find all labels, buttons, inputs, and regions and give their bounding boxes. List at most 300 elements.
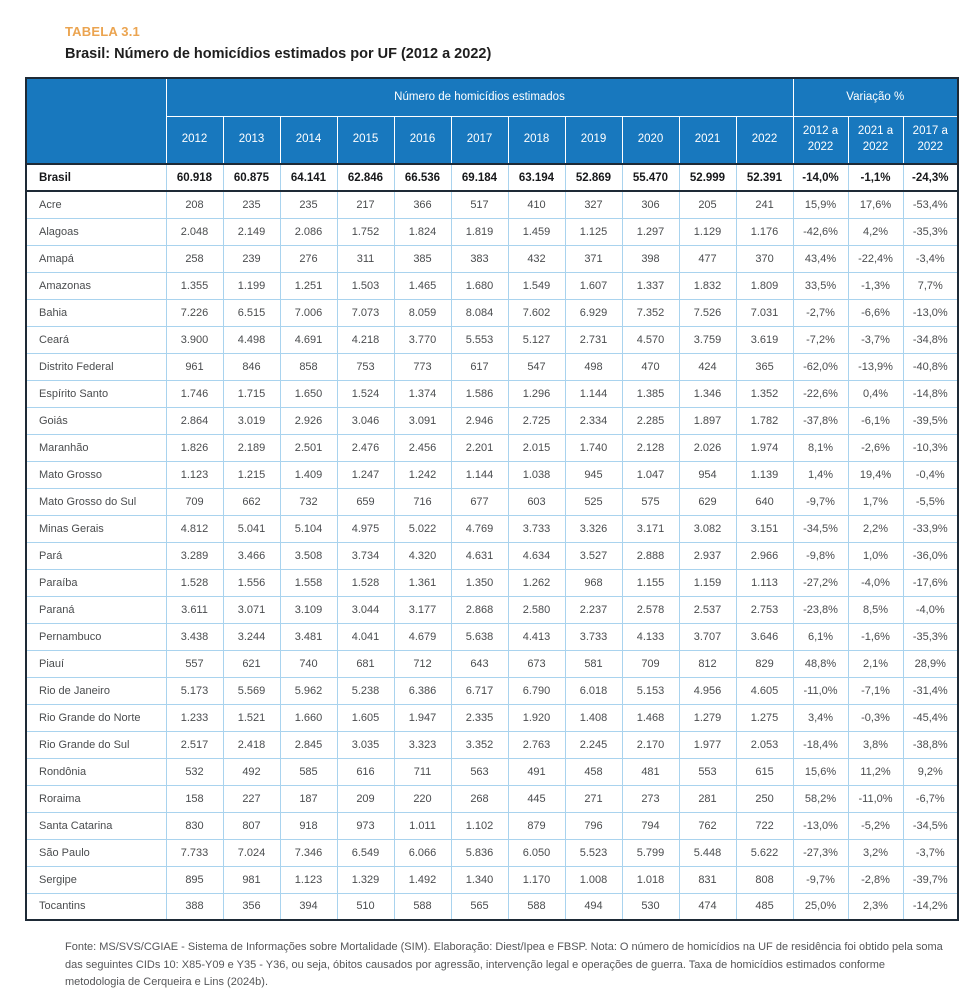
uf-name: Minas Gerais: [26, 515, 166, 542]
value-cell: 6.386: [394, 677, 451, 704]
value-cell: 1.832: [679, 272, 736, 299]
value-cell: 4.956: [679, 677, 736, 704]
value-cell: 1.521: [223, 704, 280, 731]
uf-name: Mato Grosso: [26, 461, 166, 488]
value-cell: 961: [166, 353, 223, 380]
value-cell: 629: [679, 488, 736, 515]
value-cell: 410: [508, 191, 565, 218]
variation-cell: -2,7%: [793, 299, 848, 326]
variation-cell: 7,7%: [903, 272, 958, 299]
value-cell: 659: [337, 488, 394, 515]
value-cell: 2.845: [280, 731, 337, 758]
value-cell: 1.740: [565, 434, 622, 461]
value-cell: 209: [337, 785, 394, 812]
uf-name: Sergipe: [26, 866, 166, 893]
variation-cell: 6,1%: [793, 623, 848, 650]
value-cell: 1.139: [736, 461, 793, 488]
value-cell: 1.242: [394, 461, 451, 488]
value-cell: 258: [166, 245, 223, 272]
variation-cell: 9,2%: [903, 758, 958, 785]
value-cell: 1.492: [394, 866, 451, 893]
variation-cell: -6,7%: [903, 785, 958, 812]
value-cell: 4.320: [394, 542, 451, 569]
value-cell: 2.456: [394, 434, 451, 461]
value-cell: 5.622: [736, 839, 793, 866]
value-cell: 4.631: [451, 542, 508, 569]
value-cell: 220: [394, 785, 451, 812]
value-cell: 239: [223, 245, 280, 272]
value-cell: 2.966: [736, 542, 793, 569]
value-cell: 547: [508, 353, 565, 380]
value-cell: 3.733: [565, 623, 622, 650]
value-cell: 2.053: [736, 731, 793, 758]
value-cell: 973: [337, 812, 394, 839]
value-cell: 7.352: [622, 299, 679, 326]
variation-cell: -22,6%: [793, 380, 848, 407]
column-header-year-2014: 2014: [280, 116, 337, 164]
table-row: [26, 434, 958, 461]
uf-name: Espírito Santo: [26, 380, 166, 407]
value-cell: 5.173: [166, 677, 223, 704]
value-cell: 7.031: [736, 299, 793, 326]
value-cell: 1.125: [565, 218, 622, 245]
value-cell: 445: [508, 785, 565, 812]
value-cell: 1.346: [679, 380, 736, 407]
value-cell: 8.059: [394, 299, 451, 326]
value-cell: 394: [280, 893, 337, 920]
value-cell: 5.104: [280, 515, 337, 542]
value-cell: 2.868: [451, 596, 508, 623]
value-cell: 2.753: [736, 596, 793, 623]
value-cell: 1.607: [565, 272, 622, 299]
uf-name: Paraná: [26, 596, 166, 623]
variation-cell: -4,0%: [848, 569, 903, 596]
variation-cell: 3,8%: [848, 731, 903, 758]
value-cell: 5.153: [622, 677, 679, 704]
value-cell: 3.619: [736, 326, 793, 353]
variation-cell: 1,0%: [848, 542, 903, 569]
value-cell: 6.066: [394, 839, 451, 866]
value-cell: 3.151: [736, 515, 793, 542]
value-cell: 709: [166, 488, 223, 515]
value-cell: 6.717: [451, 677, 508, 704]
value-cell: 2.580: [508, 596, 565, 623]
value-cell: 6.018: [565, 677, 622, 704]
value-cell: 2.285: [622, 407, 679, 434]
value-cell: 208: [166, 191, 223, 218]
value-cell: 1.008: [565, 866, 622, 893]
variation-cell: -37,8%: [793, 407, 848, 434]
variation-cell: 15,6%: [793, 758, 848, 785]
table-row: [26, 353, 958, 380]
footnote: Fonte: MS/SVS/CGIAE - Sistema de Informações sobre Mortalidade (SIM). Elaboração: Diest/Ipea e FBSP. Nota: O número de homicídios na UF de residência foi obtido pela soma das seguintes CIDs 10: X85-Y09 e Y35 - Y36, ou seja, óbitos causados por agressão, intervenção legal e operações de guerra. Taxa de homicídios estimados conforme metodologia de Cerqueira e Lins (2024b).: [65, 941, 943, 989]
variation-cell: -2,6%: [848, 434, 903, 461]
value-cell: 62.846: [337, 164, 394, 191]
value-cell: 1.468: [622, 704, 679, 731]
value-cell: 3.071: [223, 596, 280, 623]
value-cell: 1.605: [337, 704, 394, 731]
value-cell: 5.041: [223, 515, 280, 542]
variation-cell: -6,6%: [848, 299, 903, 326]
table-row: [26, 461, 958, 488]
variation-cell: 1,7%: [848, 488, 903, 515]
variation-cell: -0,3%: [848, 704, 903, 731]
value-cell: 5.569: [223, 677, 280, 704]
uf-name: Acre: [26, 191, 166, 218]
column-header-year-2021: 2021: [679, 116, 736, 164]
value-cell: 3.733: [508, 515, 565, 542]
table-row: [26, 866, 958, 893]
value-cell: 1.251: [280, 272, 337, 299]
value-cell: 2.578: [622, 596, 679, 623]
value-cell: 954: [679, 461, 736, 488]
value-cell: 1.018: [622, 866, 679, 893]
value-cell: 2.517: [166, 731, 223, 758]
variation-cell: 4,2%: [848, 218, 903, 245]
value-cell: 2.937: [679, 542, 736, 569]
column-header-variation-2: 2017 a 2022: [903, 116, 958, 164]
value-cell: 491: [508, 758, 565, 785]
value-cell: 1.503: [337, 272, 394, 299]
variation-cell: 33,5%: [793, 272, 848, 299]
value-cell: 1.123: [280, 866, 337, 893]
value-cell: 1.374: [394, 380, 451, 407]
value-cell: 1.715: [223, 380, 280, 407]
table-row: [26, 164, 958, 191]
value-cell: 1.650: [280, 380, 337, 407]
value-cell: 830: [166, 812, 223, 839]
value-cell: 356: [223, 893, 280, 920]
value-cell: 1.340: [451, 866, 508, 893]
value-cell: 621: [223, 650, 280, 677]
value-cell: 366: [394, 191, 451, 218]
value-cell: 1.038: [508, 461, 565, 488]
table-row: [26, 839, 958, 866]
value-cell: 5.962: [280, 677, 337, 704]
value-cell: 525: [565, 488, 622, 515]
variation-cell: -62,0%: [793, 353, 848, 380]
variation-cell: -13,0%: [793, 812, 848, 839]
value-cell: 662: [223, 488, 280, 515]
value-cell: 3.323: [394, 731, 451, 758]
value-cell: 640: [736, 488, 793, 515]
value-cell: 557: [166, 650, 223, 677]
value-cell: 1.586: [451, 380, 508, 407]
value-cell: 3.900: [166, 326, 223, 353]
variation-cell: 58,2%: [793, 785, 848, 812]
group-header-row: [26, 78, 958, 116]
variation-cell: -24,3%: [903, 164, 958, 191]
value-cell: 2.245: [565, 731, 622, 758]
variation-cell: 8,1%: [793, 434, 848, 461]
value-cell: 69.184: [451, 164, 508, 191]
value-cell: 52.999: [679, 164, 736, 191]
value-cell: 458: [565, 758, 622, 785]
value-cell: 1.361: [394, 569, 451, 596]
value-cell: 773: [394, 353, 451, 380]
value-cell: 1.297: [622, 218, 679, 245]
variation-cell: 3,2%: [848, 839, 903, 866]
value-cell: 66.536: [394, 164, 451, 191]
value-cell: 603: [508, 488, 565, 515]
variation-cell: 43,4%: [793, 245, 848, 272]
variation-cell: -3,4%: [903, 245, 958, 272]
value-cell: 879: [508, 812, 565, 839]
value-cell: 2.946: [451, 407, 508, 434]
value-cell: 7.073: [337, 299, 394, 326]
value-cell: 968: [565, 569, 622, 596]
column-header-variation-1: 2021 a 2022: [848, 116, 903, 164]
value-cell: 1.159: [679, 569, 736, 596]
value-cell: 5.836: [451, 839, 508, 866]
value-cell: 4.413: [508, 623, 565, 650]
uf-name: Goiás: [26, 407, 166, 434]
value-cell: 2.128: [622, 434, 679, 461]
variation-cell: -36,0%: [903, 542, 958, 569]
value-cell: 3.109: [280, 596, 337, 623]
homicides-by-uf-table: [25, 77, 959, 921]
variation-cell: 19,4%: [848, 461, 903, 488]
value-cell: 1.123: [166, 461, 223, 488]
value-cell: 2.335: [451, 704, 508, 731]
value-cell: 1.170: [508, 866, 565, 893]
value-cell: 2.201: [451, 434, 508, 461]
value-cell: 7.006: [280, 299, 337, 326]
value-cell: 432: [508, 245, 565, 272]
value-cell: 327: [565, 191, 622, 218]
value-cell: 740: [280, 650, 337, 677]
value-cell: 5.127: [508, 326, 565, 353]
column-header-year-2012: 2012: [166, 116, 223, 164]
table-row: [26, 515, 958, 542]
value-cell: 588: [394, 893, 451, 920]
variation-cell: -22,4%: [848, 245, 903, 272]
value-cell: 1.465: [394, 272, 451, 299]
value-cell: 8.084: [451, 299, 508, 326]
variation-cell: -39,7%: [903, 866, 958, 893]
table-row: [26, 218, 958, 245]
value-cell: 1.974: [736, 434, 793, 461]
value-cell: 4.769: [451, 515, 508, 542]
value-cell: 1.102: [451, 812, 508, 839]
value-cell: 4.133: [622, 623, 679, 650]
variation-cell: -35,3%: [903, 623, 958, 650]
value-cell: 6.515: [223, 299, 280, 326]
value-cell: 60.875: [223, 164, 280, 191]
variation-cell: -11,0%: [848, 785, 903, 812]
value-cell: 7.526: [679, 299, 736, 326]
value-cell: 753: [337, 353, 394, 380]
value-cell: 1.199: [223, 272, 280, 299]
value-cell: 6.929: [565, 299, 622, 326]
value-cell: 3.091: [394, 407, 451, 434]
value-cell: 945: [565, 461, 622, 488]
value-cell: 1.746: [166, 380, 223, 407]
variation-cell: 3,4%: [793, 704, 848, 731]
value-cell: 7.602: [508, 299, 565, 326]
value-cell: 530: [622, 893, 679, 920]
variation-cell: 15,9%: [793, 191, 848, 218]
value-cell: 2.086: [280, 218, 337, 245]
variation-cell: -38,8%: [903, 731, 958, 758]
column-header-year-2013: 2013: [223, 116, 280, 164]
value-cell: 3.289: [166, 542, 223, 569]
value-cell: 1.409: [280, 461, 337, 488]
column-header-year-2019: 2019: [565, 116, 622, 164]
value-cell: 794: [622, 812, 679, 839]
value-cell: 3.244: [223, 623, 280, 650]
value-cell: 616: [337, 758, 394, 785]
variation-cell: -27,3%: [793, 839, 848, 866]
value-cell: 1.296: [508, 380, 565, 407]
table-row: [26, 785, 958, 812]
value-cell: 615: [736, 758, 793, 785]
value-cell: 2.026: [679, 434, 736, 461]
value-cell: 1.144: [451, 461, 508, 488]
table-row: [26, 326, 958, 353]
value-cell: 7.024: [223, 839, 280, 866]
variation-cell: -9,7%: [793, 866, 848, 893]
value-cell: 60.918: [166, 164, 223, 191]
value-cell: 1.660: [280, 704, 337, 731]
value-cell: 2.418: [223, 731, 280, 758]
value-cell: 565: [451, 893, 508, 920]
variation-cell: -39,5%: [903, 407, 958, 434]
value-cell: 1.279: [679, 704, 736, 731]
value-cell: 158: [166, 785, 223, 812]
value-cell: 2.170: [622, 731, 679, 758]
value-cell: 1.337: [622, 272, 679, 299]
uf-name: Distrito Federal: [26, 353, 166, 380]
value-cell: 711: [394, 758, 451, 785]
value-cell: 918: [280, 812, 337, 839]
value-cell: 7.346: [280, 839, 337, 866]
value-cell: 2.763: [508, 731, 565, 758]
variation-cell: -23,8%: [793, 596, 848, 623]
value-cell: 1.350: [451, 569, 508, 596]
variation-cell: -9,8%: [793, 542, 848, 569]
value-cell: 1.233: [166, 704, 223, 731]
variation-cell: -33,9%: [903, 515, 958, 542]
value-cell: 1.176: [736, 218, 793, 245]
value-cell: 2.731: [565, 326, 622, 353]
variation-cell: -34,5%: [793, 515, 848, 542]
value-cell: 3.082: [679, 515, 736, 542]
value-cell: 2.864: [166, 407, 223, 434]
value-cell: 385: [394, 245, 451, 272]
value-cell: 2.015: [508, 434, 565, 461]
value-cell: 3.734: [337, 542, 394, 569]
group-header-variation: Variação %: [793, 78, 958, 116]
value-cell: 3.177: [394, 596, 451, 623]
value-cell: 268: [451, 785, 508, 812]
uf-name: Rio Grande do Sul: [26, 731, 166, 758]
variation-cell: -40,8%: [903, 353, 958, 380]
value-cell: 5.448: [679, 839, 736, 866]
value-cell: 7.226: [166, 299, 223, 326]
variation-cell: -14,8%: [903, 380, 958, 407]
table-row: [26, 380, 958, 407]
value-cell: 722: [736, 812, 793, 839]
value-cell: 563: [451, 758, 508, 785]
value-cell: 3.438: [166, 623, 223, 650]
value-cell: 4.498: [223, 326, 280, 353]
value-cell: 1.144: [565, 380, 622, 407]
variation-cell: -3,7%: [848, 326, 903, 353]
value-cell: 383: [451, 245, 508, 272]
column-header-year-2017: 2017: [451, 116, 508, 164]
value-cell: 517: [451, 191, 508, 218]
value-cell: 2.537: [679, 596, 736, 623]
table-row: [26, 893, 958, 920]
variation-cell: -45,4%: [903, 704, 958, 731]
value-cell: 4.975: [337, 515, 394, 542]
variation-cell: -14,2%: [903, 893, 958, 920]
value-cell: 3.326: [565, 515, 622, 542]
value-cell: 2.926: [280, 407, 337, 434]
variation-cell: -10,3%: [903, 434, 958, 461]
value-cell: 1.329: [337, 866, 394, 893]
variation-cell: -18,4%: [793, 731, 848, 758]
value-cell: 2.888: [622, 542, 679, 569]
value-cell: 5.799: [622, 839, 679, 866]
table-row: [26, 704, 958, 731]
uf-name: Santa Catarina: [26, 812, 166, 839]
table-row: [26, 272, 958, 299]
value-cell: 2.189: [223, 434, 280, 461]
value-cell: 187: [280, 785, 337, 812]
variation-cell: -53,4%: [903, 191, 958, 218]
variation-cell: 48,8%: [793, 650, 848, 677]
value-cell: 643: [451, 650, 508, 677]
value-cell: 1.977: [679, 731, 736, 758]
uf-name: Ceará: [26, 326, 166, 353]
variation-cell: -27,2%: [793, 569, 848, 596]
value-cell: 1.782: [736, 407, 793, 434]
title-block: [65, 24, 980, 62]
value-cell: 617: [451, 353, 508, 380]
uf-name: Paraíba: [26, 569, 166, 596]
value-cell: 3.770: [394, 326, 451, 353]
table-row: [26, 596, 958, 623]
value-cell: 585: [280, 758, 337, 785]
variation-cell: -34,5%: [903, 812, 958, 839]
uf-name: Tocantins: [26, 893, 166, 920]
value-cell: 2.149: [223, 218, 280, 245]
value-cell: 677: [451, 488, 508, 515]
value-cell: 2.334: [565, 407, 622, 434]
value-cell: 311: [337, 245, 394, 272]
variation-cell: -31,4%: [903, 677, 958, 704]
corner-cell: [26, 78, 166, 164]
value-cell: 1.528: [166, 569, 223, 596]
value-cell: 709: [622, 650, 679, 677]
value-cell: 3.466: [223, 542, 280, 569]
table-row: [26, 299, 958, 326]
value-cell: 1.819: [451, 218, 508, 245]
value-cell: 796: [565, 812, 622, 839]
value-cell: 470: [622, 353, 679, 380]
uf-name: Rondônia: [26, 758, 166, 785]
value-cell: 1.524: [337, 380, 394, 407]
table-row: [26, 569, 958, 596]
value-cell: 494: [565, 893, 622, 920]
value-cell: 532: [166, 758, 223, 785]
value-cell: 3.171: [622, 515, 679, 542]
value-cell: 1.459: [508, 218, 565, 245]
variation-cell: 2,2%: [848, 515, 903, 542]
variation-cell: -13,0%: [903, 299, 958, 326]
